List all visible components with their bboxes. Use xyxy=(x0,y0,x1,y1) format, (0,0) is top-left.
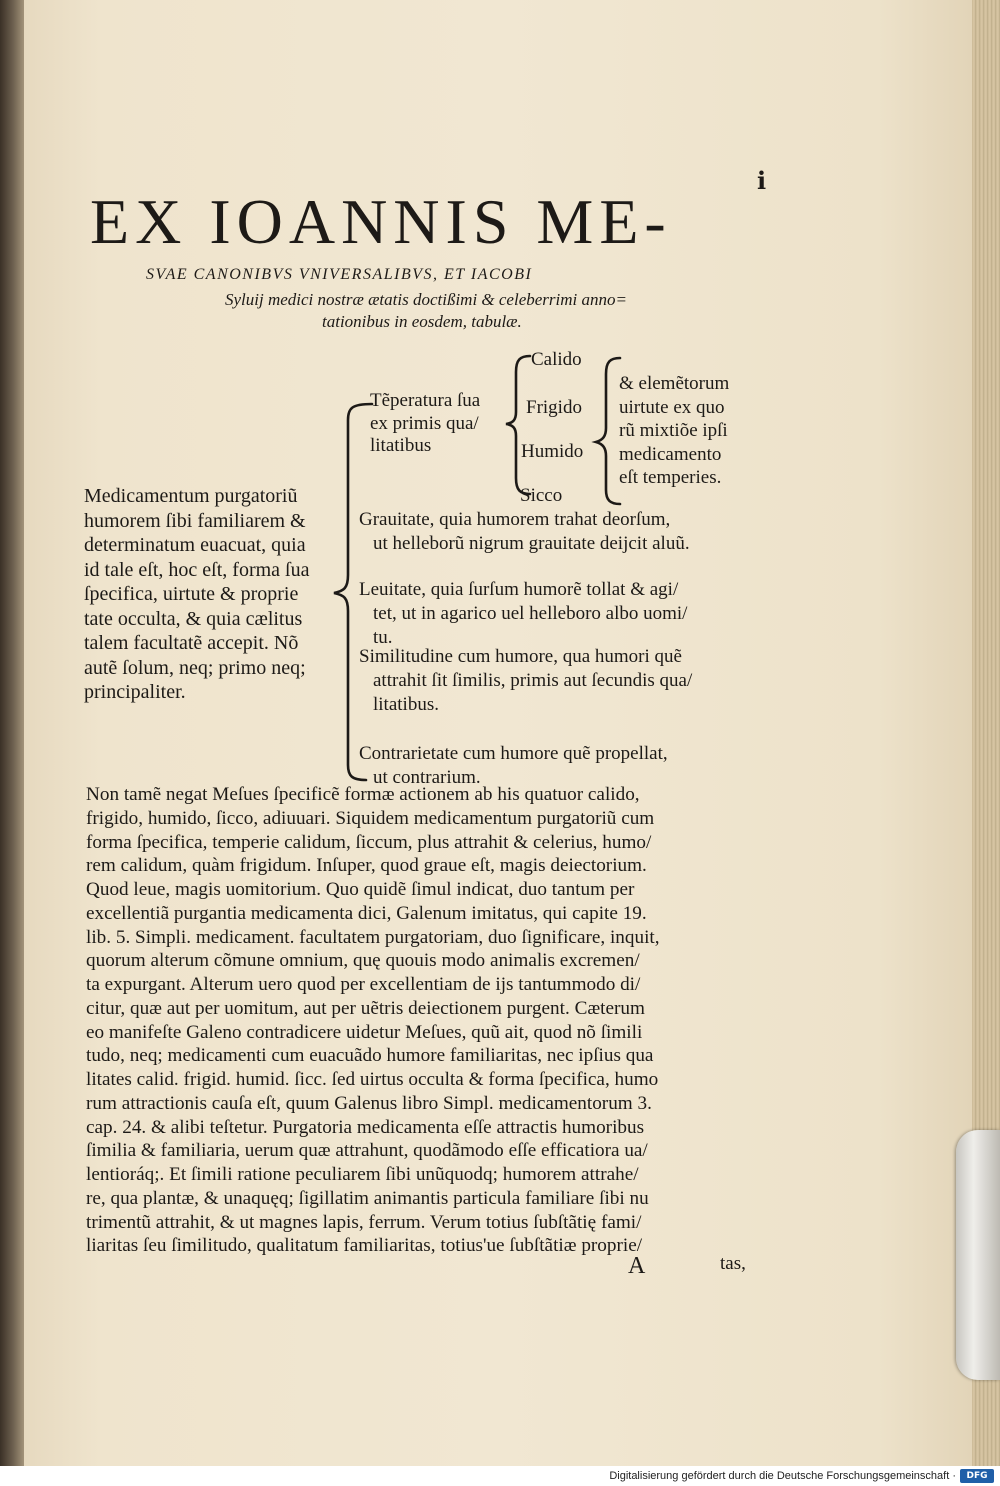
elements-note-line: rũ mixtiõe ipſi xyxy=(619,420,728,441)
elements-note-line: uirtute ex quo xyxy=(619,396,725,418)
cause-line: attrahit ſit ſimilis, primis aut ſecundis qua/ xyxy=(373,670,693,691)
cause-line: ut contrarium. xyxy=(373,767,481,788)
footer-credit-text: Digitalisierung gefördert durch die Deutsche Forschungsgemeinschaft · xyxy=(609,1470,956,1482)
cause-similitudine xyxy=(359,645,692,717)
quality-sicco: Sicco xyxy=(520,485,563,506)
left-block-line: autẽ ſolum, neq; primo neq; xyxy=(84,656,306,679)
cause-line: Contrarietate cum humore quẽ propellat, xyxy=(359,743,668,764)
body-line: Quod leue, magis uomitorium. Quo quidẽ ſimul indicat, duo tantum per xyxy=(86,879,635,900)
cause-line: Grauitate, quia humorem trahat deorſum, xyxy=(359,509,671,530)
body-line: quorum alterum cõmune omnium, quę quouis modo animalis excremen/ xyxy=(86,950,640,972)
elements-note-line: medicamento xyxy=(619,443,722,465)
body-line: ſimilia & familiaria, uerum quæ attrahunt, quodãmodo eſſe efficatiora ua/ xyxy=(86,1140,648,1162)
quality-humido: Humido xyxy=(521,441,584,462)
left-block-line: ſpecifica, uirtute & proprie xyxy=(84,583,299,605)
table-left-block xyxy=(84,484,309,705)
cause-line: litatibus. xyxy=(373,694,439,715)
cause-line: Leuitate, quia ſurſum humorẽ tollat & agi/ xyxy=(359,579,679,600)
body-line: frigido, humido, ſicco, adiuuari. Siquidem medicamentum purgatoriũ cum xyxy=(86,807,655,829)
left-block-line: Medicamentum purgatoriũ xyxy=(84,485,298,507)
left-block-line: talem facultatẽ accepit. Nõ xyxy=(84,632,299,654)
cause-grauitate xyxy=(359,508,690,556)
body-line: citur, quæ aut per uomitum, aut per uẽtris deiectionem purgent. Cæterum xyxy=(86,997,645,1019)
body-line: trimentũ attrahit, & ut magnes lapis, ferrum. Verum totius ſubſtãtię fami/ xyxy=(86,1211,642,1233)
body-line: litates calid. frigid. humid. ſicc. ſed uirtus occulta & forma ſpecifica, humo xyxy=(86,1069,659,1090)
elements-brace xyxy=(596,358,620,504)
cause-line: tu. xyxy=(373,627,393,648)
folio-number: i xyxy=(757,166,767,195)
body-line: cap. 24. & alibi teſtetur. Purgatoria medicamenta eſſe attractis humoribus xyxy=(86,1116,645,1138)
body-line: eo manifeſte Galeno contradicere uidetur Meſues, quũ ait, quod nõ ſimili xyxy=(86,1021,643,1043)
quality-calido: Calido xyxy=(531,349,582,370)
cause-line: ut helleborũ nigrum grauitate deijcit aluũ. xyxy=(373,533,690,554)
cause-line: tet, ut in agarico uel helleboro albo uomi/ xyxy=(373,603,688,624)
subtitle-line-3: tationibus in eosdem, tabulæ. xyxy=(322,312,522,331)
credit-footer xyxy=(0,1466,1000,1486)
signature-mark: A xyxy=(628,1253,646,1279)
catchword: tas, xyxy=(720,1253,746,1274)
left-block-line: id tale eſt, hoc eſt, forma ſua xyxy=(84,558,310,581)
qualities-heading-line: ex primis qua/ xyxy=(370,412,479,434)
body-line: lib. 5. Simpli. medicament. facultatem purgatoriam, duo ſignificare, inquit, xyxy=(86,926,660,948)
body-line: tudo, neq; medicamenti cum euacuãdo humore familiaritas, nec ipſius qua xyxy=(86,1045,654,1067)
left-block-line: tate occulta, & quia cælitus xyxy=(84,607,303,630)
qualities-heading-line: litatibus xyxy=(370,435,432,456)
body-line: Non tamẽ negat Meſues ſpecificẽ formæ actionem ab his quatuor calido, xyxy=(86,784,640,805)
body-line: forma ſpecifica, temperie calidum, ſiccum, plus attrahit & celerius, humo/ xyxy=(86,831,652,853)
body-line: rem calidum, quàm frigidum. Inſuper, quod graue eſt, magis deiectorium. xyxy=(86,855,647,877)
qualities-brace xyxy=(506,356,530,494)
left-block-line: determinatum euacuat, quia xyxy=(84,534,306,556)
qualities-heading xyxy=(370,390,480,458)
cause-leuitate xyxy=(359,578,687,650)
cause-line: Similitudine cum humore, qua humori quẽ xyxy=(359,646,682,667)
body-line: excellentiã purgantia medicamenta dici, Galenum imitatus, qui capite 19. xyxy=(86,902,647,924)
quality-frigido: Frigido xyxy=(526,397,582,418)
elements-note xyxy=(619,372,729,490)
body-line: rum attractionis cauſa eſt, quum Galenus libro Simpl. medicamentorum 3. xyxy=(86,1092,652,1114)
page-title: EX IOANNIS ME- xyxy=(90,186,672,257)
body-line: liaritas ſeu ſimilitudo, qualitatum familiaritas, totius'ue ſubſtãtiæ proprie/ xyxy=(86,1235,643,1257)
left-block-line: principaliter. xyxy=(84,681,186,703)
body-line: re, qua plantæ, & unaquęq; ſigillatim animantis particula familiare ſibi nu xyxy=(86,1187,649,1209)
dfg-logo-icon: DFG xyxy=(960,1469,994,1483)
elements-note-line: & elemẽtorum xyxy=(619,373,730,394)
body-paragraph xyxy=(86,783,756,1258)
body-line: ta expurgant. Alterum uero quod per excellentiam de ijs tantummodo di/ xyxy=(86,974,641,995)
left-block-line: humorem ſibi familiarem & xyxy=(84,509,306,532)
subtitle-line-2: Syluij medici nostræ ætatis doctißimi & celeberrimi anno= xyxy=(225,290,627,309)
elements-note-line: eſt temperies. xyxy=(619,467,722,488)
subtitle-line-1: SVAE CANONIBVS VNIVERSALIBVS, ET IACOBI xyxy=(146,266,533,283)
qualities-heading-line: Tẽperatura ſua xyxy=(370,390,481,411)
body-line: lentioráq;. Et ſimili ratione peculiarem ſibi unũquodq; humorem attrahe/ xyxy=(86,1164,639,1185)
